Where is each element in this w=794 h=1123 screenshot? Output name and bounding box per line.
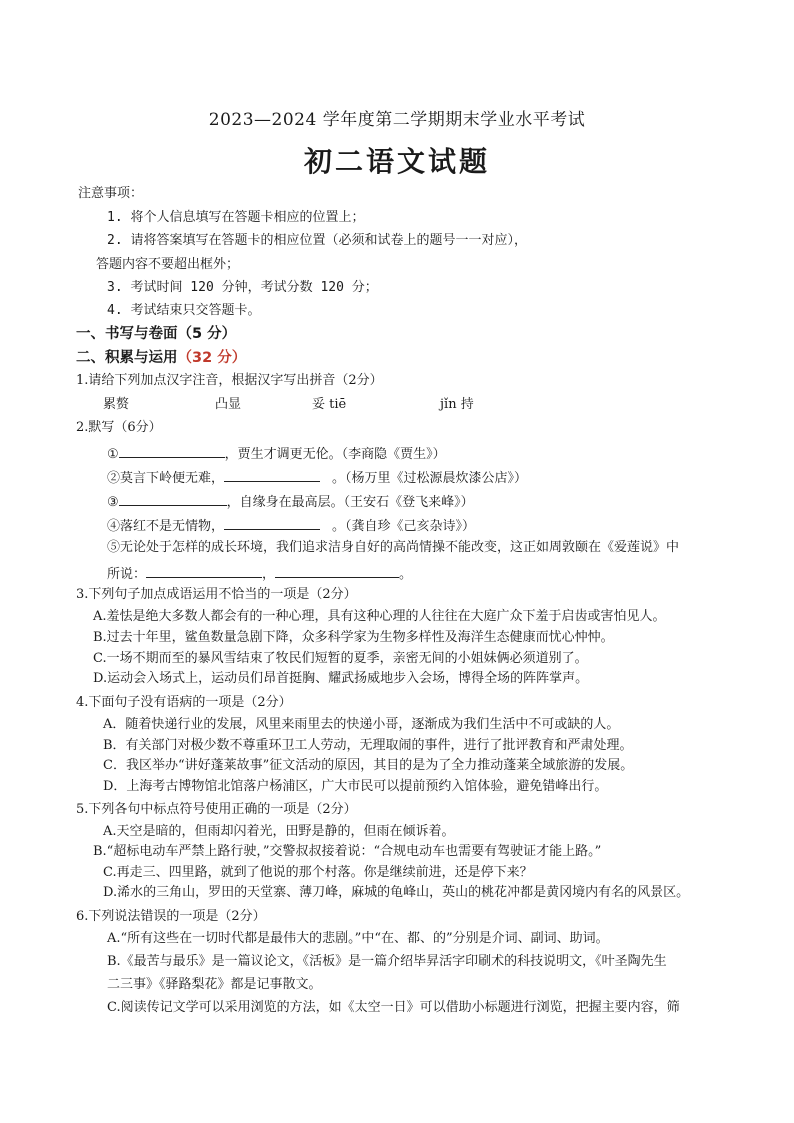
line-comma: ， xyxy=(262,567,276,582)
option-c: C.一场不期而至的暴风雪结束了牧民们短暂的夏季，亲密无间的小姐妹俩必须道别了。 xyxy=(93,651,588,666)
recitation-line xyxy=(107,443,446,464)
notice-item: 3. 考试时间 120 分钟，考试分数 120 分； xyxy=(107,280,378,295)
q1-word: 凸显 xyxy=(215,397,242,412)
answer-blank[interactable] xyxy=(146,563,262,578)
notice-heading: 注意事项： xyxy=(78,186,144,201)
line-prefix: ③ xyxy=(107,495,119,510)
option-a: A.“所有这些在一切时代都是最伟大的悲剧。”中“在、都、的”分别是介词、副词、助词。 xyxy=(107,931,609,946)
q1-word: 累赘 xyxy=(103,397,130,412)
answer-blank[interactable] xyxy=(119,443,225,458)
option-a: A.羞怯是绝大多数人都会有的一种心理，具有这种心理的人往往在大庭广众下羞于启齿或害怕见人。 xyxy=(93,609,666,624)
recitation-line xyxy=(107,491,474,512)
option-d: D．上海考古博物馆北馆落户杨浦区，广大市民可以提前预约入馆体验，避免错峰出行。 xyxy=(103,779,608,794)
option-d: D.浠水的三角山，罗田的天堂寨、薄刀峰，麻城的龟峰山，英山的桃花冲都是黄冈境内有名的风景区。 xyxy=(103,885,690,900)
question-1-stem: 1.请给下列加点汉字注音，根据汉字写出拼音（2分） xyxy=(76,373,383,388)
q1-word: 妥 tiē xyxy=(312,397,347,412)
recitation-line-5: ⑤无论处于怎样的成长环境，我们追求洁身自好的高尚情操不能改变，这正如周敦颐在《爱莲说》中 xyxy=(107,540,680,555)
answer-blank[interactable] xyxy=(224,467,320,482)
notice-item: 1. 将个人信息填写在答题卡相应的位置上； xyxy=(107,210,365,225)
option-a: A．随着快递行业的发展，风里来雨里去的快递小哥，逐渐成为我们生活中不可或缺的人。 xyxy=(103,717,620,732)
line-prefix: 所说： xyxy=(107,567,147,582)
answer-blank[interactable] xyxy=(275,563,399,578)
section-label: 二、积累与运用 xyxy=(76,350,178,366)
line-suffix: ，贾生才调更无伦。（李商隐《贾生》） xyxy=(224,447,446,462)
question-4-stem: 4.下面句子没有语病的一项是（2分） xyxy=(76,695,292,710)
notice-item: 4. 考试结束只交答题卡。 xyxy=(107,303,261,318)
recitation-line xyxy=(107,467,527,488)
line-suffix: 。（龚自珍《己亥杂诗》） xyxy=(332,519,476,534)
question-5-stem: 5.下列各句中标点符号使用正确的一项是（2分） xyxy=(76,802,357,817)
line-prefix: ②莫言下岭便无难， xyxy=(107,471,225,486)
question-3-stem: 3.下列句子加点成语运用不恰当的一项是（2分） xyxy=(76,587,357,602)
section-heading-1: 一、书写与卷面（5 分） xyxy=(76,326,237,342)
section-score: （32 分） xyxy=(177,350,247,366)
answer-blank[interactable] xyxy=(224,515,320,530)
line-suffix: 。 xyxy=(399,567,413,582)
option-c: C.阅读传记文学可以采用浏览的方法，如《太空一日》可以借助小标题进行浏览，把握主要内容，筛 xyxy=(107,1000,680,1015)
option-b: B.“超标电动车严禁上路行驶，”交警叔叔接着说：“合规电动车也需要有驾驶证才能上路。” xyxy=(93,844,602,859)
line-suffix: ，自缘身在最高层。（王安石《登飞来峰》） xyxy=(226,495,474,510)
q1-word: jǐn 持 xyxy=(440,397,474,412)
section-heading-2 xyxy=(76,349,246,367)
question-6-stem: 6.下列说法错误的一项是（2分） xyxy=(76,909,266,924)
recitation-line-5-answer xyxy=(107,563,412,584)
page-title: 初二语文试题 xyxy=(303,145,490,178)
option-b: B．有关部门对极少数不尊重环卫工人劳动，无理取闹的事件，进行了批评教育和严肃处理。 xyxy=(103,738,633,753)
answer-blank[interactable] xyxy=(119,491,227,506)
question-2-stem: 2.默写（6分） xyxy=(76,420,162,435)
recitation-line xyxy=(107,515,475,536)
line-prefix: ① xyxy=(107,447,119,462)
option-d: D.运动会入场式上，运动员们昂首挺胸、耀武扬威地步入会场，博得全场的阵阵掌声。 xyxy=(93,671,589,686)
option-a: A.天空是暗的，但雨却闪着光，田野是静的，但雨在倾诉着。 xyxy=(103,824,455,839)
option-b-continued: 二三事》《驿路梨花》都是记事散文。 xyxy=(107,977,322,992)
exam-header: 2023—2024 学年度第二学期期末学业水平考试 xyxy=(208,110,586,130)
option-c: C．我区举办“讲好蓬莱故事”征文活动的原因，其目的是为了全力推动蓬莱全域旅游的发展。 xyxy=(103,758,634,773)
option-b: B.过去十年里，鲨鱼数量急剧下降，众多科学家为生物多样性及海洋生态健康而忧心忡忡。 xyxy=(93,630,614,645)
line-suffix: 。（杨万里《过松源晨炊漆公店》） xyxy=(332,471,528,486)
option-c: C.再走三、四里路，就到了他说的那个村落。你是继续前进，还是停下来？ xyxy=(103,865,533,880)
option-b: B.《最苦与最乐》是一篇议论文，《活板》是一篇介绍毕昇活字印刷术的科技说明文，《叶圣陶先生 xyxy=(107,954,667,969)
line-prefix: ④落红不是无情物， xyxy=(107,519,225,534)
notice-item: 答题内容不要超出框外； xyxy=(96,257,240,272)
notice-item: 2. 请将答案填写在答题卡的相应位置（必须和试卷上的题号一一对应）， xyxy=(107,233,527,248)
